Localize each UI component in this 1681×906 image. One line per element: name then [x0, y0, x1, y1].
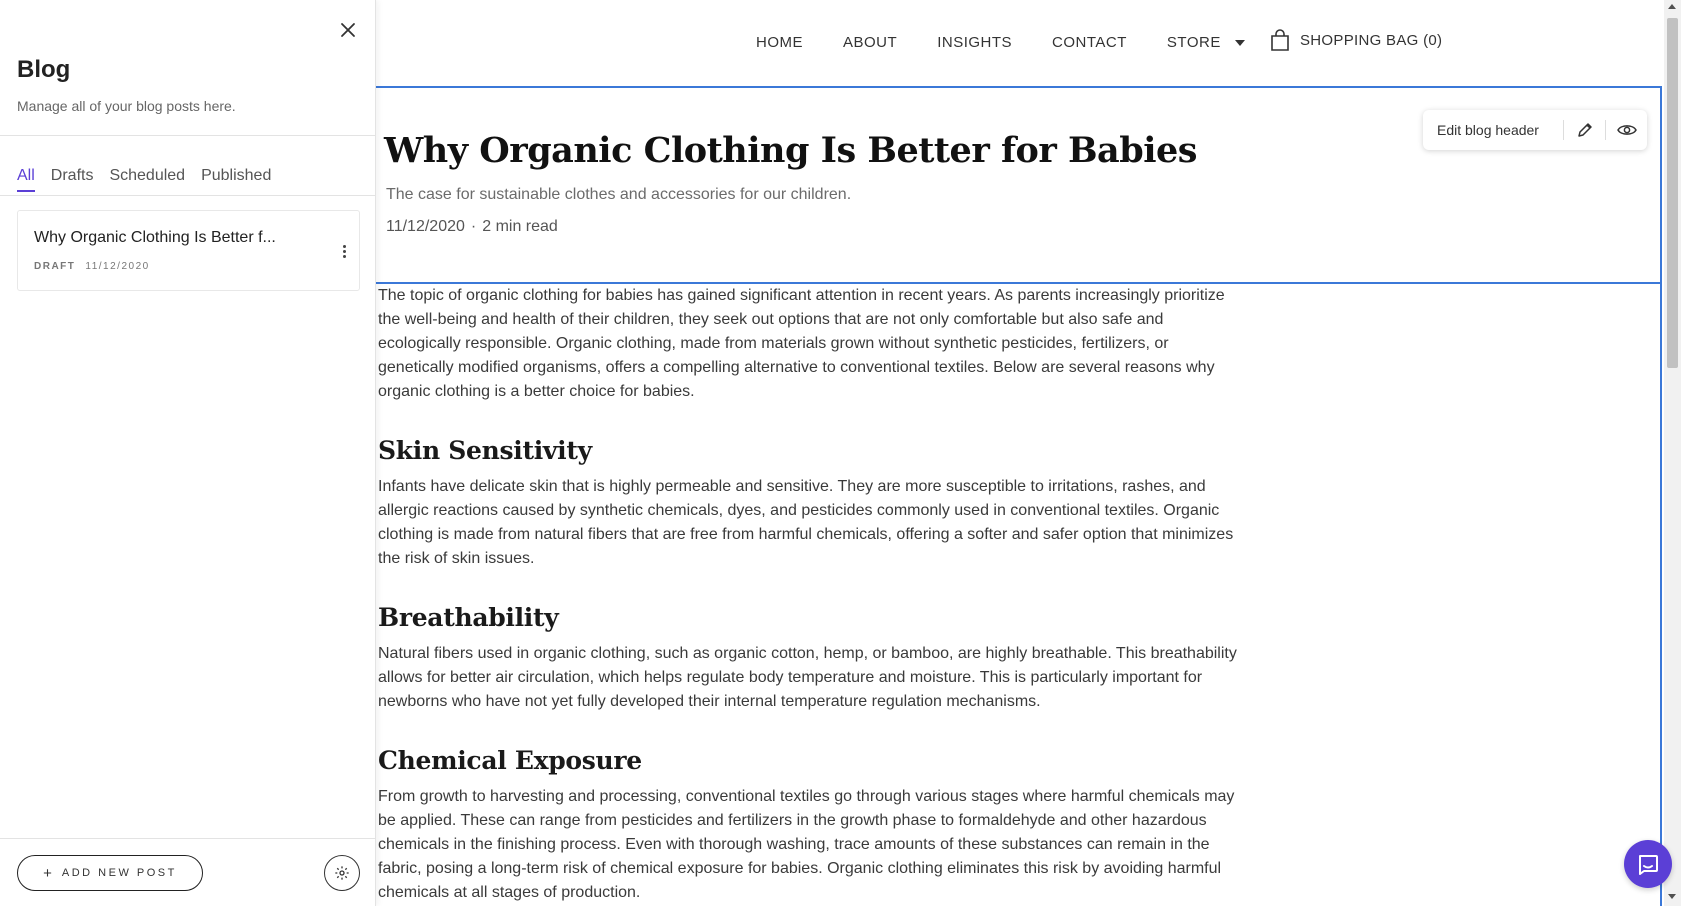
edit-blog-header-button[interactable]: Edit blog header — [1437, 122, 1539, 138]
blog-title: Why Organic Clothing Is Better for Babies — [384, 130, 1197, 171]
nav-contact[interactable]: CONTACT — [1052, 34, 1127, 51]
close-icon[interactable] — [334, 16, 362, 44]
scroll-up-arrow-icon[interactable] — [1668, 4, 1676, 9]
nav-home[interactable]: HOME — [756, 34, 803, 51]
shopping-bag-icon — [1270, 29, 1290, 51]
section-heading: Chemical Exposure — [378, 746, 642, 775]
post-date: 11/12/2020 — [85, 261, 150, 272]
divider — [0, 195, 376, 196]
chevron-down-icon — [1235, 40, 1245, 46]
blog-content[interactable] — [376, 284, 1662, 906]
add-new-post-label: ADD NEW POST — [61, 867, 177, 879]
tab-scheduled[interactable]: Scheduled — [109, 167, 186, 184]
section-heading: Breathability — [378, 603, 559, 632]
nav-insights[interactable]: INSIGHTS — [937, 34, 1013, 51]
kebab-menu-icon[interactable] — [336, 239, 352, 263]
article-body — [378, 284, 1238, 905]
sidebar-subtitle: Manage all of your blog posts here. — [17, 98, 236, 114]
post-title: Why Organic Clothing Is Better f... — [34, 229, 276, 246]
divider — [0, 135, 376, 136]
shopping-bag-link[interactable] — [1270, 29, 1442, 51]
blog-subtitle: The case for sustainable clothes and accessories for our children. — [386, 186, 852, 203]
eye-icon[interactable] — [1606, 110, 1647, 150]
blog-header[interactable] — [376, 86, 1662, 284]
chat-launcher-button[interactable] — [1624, 840, 1672, 888]
tab-published[interactable]: Published — [201, 167, 272, 184]
shopping-bag-label: SHOPPING BAG (0) — [1300, 31, 1443, 49]
plus-icon: + — [43, 864, 52, 882]
status-badge: DRAFT — [34, 261, 76, 272]
blog-sidebar — [0, 0, 376, 906]
tab-drafts[interactable]: Drafts — [50, 167, 94, 184]
blog-meta — [386, 218, 558, 236]
scrollbar-thumb[interactable] — [1667, 18, 1678, 368]
blog-date: 11/12/2020 — [386, 218, 465, 235]
section-paragraph: Infants have delicate skin that is highly permeable and sensitive. They are more susceptible to irritations, rashes, and allergic reactions caused by synthetic chemicals, dyes, and pesticides commonly used in conventional textiles. Organic clothing is made from natural fibers that are free from harmful chemicals, offering a softer and safer option that minimizes the risk of skin issues. — [378, 478, 1234, 567]
section-paragraph: Natural fibers used in organic clothing, such as organic cotton, hemp, or bamboo, are highly breathable. This breathability allows for better air circulation, which helps regulate body temperature and moisture. This is particularly important for newborns who have not yet fully developed their internal temperature regulation mechanisms. — [378, 645, 1237, 710]
edit-header-toolbar — [1423, 110, 1647, 150]
section-heading: Skin Sensitivity — [378, 436, 592, 465]
intro-paragraph: The topic of organic clothing for babies has gained significant attention in recent years. As parents increasingly prioritize the well-being and health of their children, they seek out options that are not only comfortable but also safe and ecologically responsible. Organic clothing, made from materials grown without synthetic pesticides, fertilizers, or genetically modified organisms, offers a compelling alternative to conventional textiles. Below are several reasons why organic clothing is a better choice for babies. — [378, 287, 1225, 400]
post-filter-tabs — [17, 167, 271, 192]
gear-icon — [334, 865, 350, 881]
sidebar-title: Blog — [17, 56, 71, 83]
section-paragraph: From growth to harvesting and processing, conventional textiles go through various stages where harmful chemicals may be applied. These can range from pesticides and fertilizers in the growth phase to formaldehyde and other hazardous chemicals in the finishing process. Even with thorough washing, trace amounts of these substances can remain in the fabric, posing a long-term risk of chemical exposure for babies. Organic clothing eliminates this risk by avoiding harmful chemicals at all stages of production. — [378, 788, 1235, 901]
page-scrollbar[interactable] — [1664, 0, 1681, 906]
divider — [0, 838, 376, 839]
chat-icon — [1636, 852, 1660, 876]
post-meta — [34, 261, 150, 272]
scroll-down-arrow-icon[interactable] — [1668, 894, 1676, 899]
add-new-post-button[interactable] — [17, 855, 203, 891]
main-nav — [756, 34, 1285, 51]
read-time: 2 min read — [482, 218, 558, 235]
pencil-icon[interactable] — [1564, 110, 1605, 150]
meta-separator: · — [470, 218, 477, 235]
nav-store[interactable] — [1167, 34, 1245, 51]
settings-button[interactable] — [324, 855, 360, 891]
tab-all[interactable]: All — [17, 167, 35, 192]
post-list-item[interactable] — [17, 210, 360, 291]
nav-about[interactable]: ABOUT — [843, 34, 898, 51]
nav-store-label: STORE — [1166, 34, 1221, 51]
